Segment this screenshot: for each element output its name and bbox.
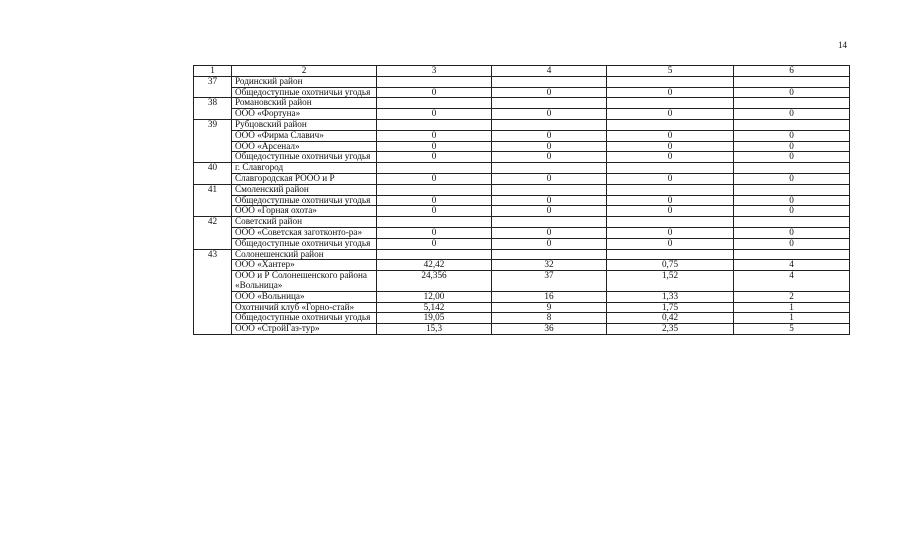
value-cell: 0 bbox=[607, 109, 734, 120]
value-cell: 0,75 bbox=[607, 260, 734, 271]
value-cell: 32 bbox=[492, 260, 607, 271]
value-cell: 0 bbox=[734, 206, 850, 217]
empty-cell bbox=[377, 249, 492, 260]
value-cell: 4 bbox=[734, 260, 850, 271]
value-cell: 0 bbox=[734, 109, 850, 120]
organization-name: ООО «СтройГаз-тур» bbox=[232, 324, 377, 335]
value-cell: 0 bbox=[607, 195, 734, 206]
district-name: Рубцовский район bbox=[232, 119, 377, 130]
column-header: 4 bbox=[492, 66, 607, 77]
value-cell: 0 bbox=[607, 130, 734, 141]
district-row bbox=[194, 163, 850, 174]
value-cell: 19,05 bbox=[377, 313, 492, 324]
table-header-row bbox=[194, 66, 850, 77]
table-row bbox=[194, 141, 850, 152]
value-cell: 0 bbox=[492, 227, 607, 238]
value-cell: 42,42 bbox=[377, 260, 492, 271]
empty-cell bbox=[377, 217, 492, 228]
value-cell: 0 bbox=[607, 173, 734, 184]
value-cell: 0 bbox=[734, 227, 850, 238]
value-cell: 0 bbox=[607, 152, 734, 163]
table-row bbox=[194, 260, 850, 271]
value-cell: 12,00 bbox=[377, 291, 492, 302]
value-cell: 0 bbox=[734, 87, 850, 98]
column-header: 3 bbox=[377, 66, 492, 77]
value-cell: 0 bbox=[377, 206, 492, 217]
empty-cell bbox=[607, 98, 734, 109]
table-row bbox=[194, 238, 850, 249]
table-row bbox=[194, 87, 850, 98]
column-header: 6 bbox=[734, 66, 850, 77]
value-cell: 1 bbox=[734, 302, 850, 313]
empty-cell bbox=[377, 184, 492, 195]
value-cell: 0 bbox=[492, 195, 607, 206]
empty-cell bbox=[734, 76, 850, 87]
organization-name: ООО «Горная охота» bbox=[232, 206, 377, 217]
table-row bbox=[194, 302, 850, 313]
district-row bbox=[194, 184, 850, 195]
row-number: 39 bbox=[194, 119, 232, 162]
district-name: Романовский район bbox=[232, 98, 377, 109]
value-cell: 0 bbox=[734, 195, 850, 206]
value-cell: 8 bbox=[492, 313, 607, 324]
empty-cell bbox=[492, 249, 607, 260]
value-cell: 0 bbox=[377, 227, 492, 238]
empty-cell bbox=[734, 163, 850, 174]
district-name: Смоленский район bbox=[232, 184, 377, 195]
column-header: 2 bbox=[232, 66, 377, 77]
district-name: Солонешенский район bbox=[232, 249, 377, 260]
table-body bbox=[194, 66, 850, 335]
value-cell: 0 bbox=[377, 109, 492, 120]
empty-cell bbox=[607, 76, 734, 87]
value-cell: 0 bbox=[492, 206, 607, 217]
value-cell: 5,142 bbox=[377, 302, 492, 313]
value-cell: 0 bbox=[377, 141, 492, 152]
district-row bbox=[194, 217, 850, 228]
organization-name: Общедоступные охотничьи угодья bbox=[232, 87, 377, 98]
table-row bbox=[194, 109, 850, 120]
row-number: 41 bbox=[194, 184, 232, 216]
value-cell: 0 bbox=[607, 141, 734, 152]
value-cell: 1,52 bbox=[607, 271, 734, 292]
organization-name: ООО «Арсенал» bbox=[232, 141, 377, 152]
organization-name: ООО «Фирма Славич» bbox=[232, 130, 377, 141]
district-name: г. Славгород bbox=[232, 163, 377, 174]
value-cell: 0 bbox=[607, 206, 734, 217]
row-number: 43 bbox=[194, 249, 232, 334]
value-cell: 0 bbox=[377, 195, 492, 206]
organization-name: Славгородская РООО и Р bbox=[232, 173, 377, 184]
table-row bbox=[194, 152, 850, 163]
district-name: Родинский район bbox=[232, 76, 377, 87]
value-cell: 0 bbox=[492, 109, 607, 120]
column-header: 5 bbox=[607, 66, 734, 77]
value-cell: 0 bbox=[734, 141, 850, 152]
empty-cell bbox=[492, 119, 607, 130]
organization-name: Общедоступные охотничьи угодья bbox=[232, 152, 377, 163]
table-row bbox=[194, 195, 850, 206]
row-number: 40 bbox=[194, 163, 232, 185]
value-cell: 9 bbox=[492, 302, 607, 313]
empty-cell bbox=[492, 76, 607, 87]
district-row bbox=[194, 76, 850, 87]
page-number: 14 bbox=[838, 40, 847, 50]
empty-cell bbox=[607, 249, 734, 260]
table-row bbox=[194, 173, 850, 184]
value-cell: 16 bbox=[492, 291, 607, 302]
empty-cell bbox=[492, 184, 607, 195]
value-cell: 1,75 bbox=[607, 302, 734, 313]
value-cell: 4 bbox=[734, 271, 850, 292]
organization-name: Охотничий клуб «Горно-стай» bbox=[232, 302, 377, 313]
value-cell: 0 bbox=[492, 130, 607, 141]
value-cell: 36 bbox=[492, 324, 607, 335]
empty-cell bbox=[607, 217, 734, 228]
district-row bbox=[194, 98, 850, 109]
table-row bbox=[194, 206, 850, 217]
value-cell: 0 bbox=[492, 238, 607, 249]
empty-cell bbox=[377, 163, 492, 174]
value-cell: 0 bbox=[377, 238, 492, 249]
value-cell: 5 bbox=[734, 324, 850, 335]
value-cell: 0 bbox=[492, 173, 607, 184]
empty-cell bbox=[734, 249, 850, 260]
organization-name: ООО «Вольница» bbox=[232, 291, 377, 302]
organization-name: Общедоступные охотничьи угодья bbox=[232, 195, 377, 206]
table-row bbox=[194, 324, 850, 335]
value-cell: 0 bbox=[492, 87, 607, 98]
organization-name: Общедоступные охотничьи угодья bbox=[232, 238, 377, 249]
value-cell: 0 bbox=[607, 238, 734, 249]
empty-cell bbox=[734, 217, 850, 228]
empty-cell bbox=[734, 184, 850, 195]
table-row bbox=[194, 291, 850, 302]
column-header: 1 bbox=[194, 66, 232, 77]
value-cell: 1 bbox=[734, 313, 850, 324]
empty-cell bbox=[377, 76, 492, 87]
table-row bbox=[194, 130, 850, 141]
table-row bbox=[194, 227, 850, 238]
value-cell: 0 bbox=[377, 130, 492, 141]
hunting-grounds-table bbox=[193, 65, 850, 335]
organization-name: ООО и Р Солонешенского района «Вольница» bbox=[232, 271, 377, 292]
table-row bbox=[194, 313, 850, 324]
empty-cell bbox=[377, 98, 492, 109]
organization-name: ООО «Хантер» bbox=[232, 260, 377, 271]
value-cell: 2 bbox=[734, 291, 850, 302]
value-cell: 0,42 bbox=[607, 313, 734, 324]
empty-cell bbox=[734, 98, 850, 109]
value-cell: 0 bbox=[734, 130, 850, 141]
empty-cell bbox=[734, 119, 850, 130]
value-cell: 24,356 bbox=[377, 271, 492, 292]
organization-name: Общедоступные охотничьи угодья bbox=[232, 313, 377, 324]
value-cell: 0 bbox=[377, 173, 492, 184]
row-number: 42 bbox=[194, 217, 232, 249]
value-cell: 0 bbox=[734, 173, 850, 184]
empty-cell bbox=[607, 184, 734, 195]
district-row bbox=[194, 119, 850, 130]
value-cell: 1,33 bbox=[607, 291, 734, 302]
value-cell: 0 bbox=[377, 87, 492, 98]
table-row bbox=[194, 271, 850, 292]
value-cell: 0 bbox=[607, 87, 734, 98]
empty-cell bbox=[492, 98, 607, 109]
organization-name: ООО «Советская заготконто-ра» bbox=[232, 227, 377, 238]
value-cell: 0 bbox=[492, 152, 607, 163]
value-cell: 15,3 bbox=[377, 324, 492, 335]
empty-cell bbox=[492, 217, 607, 228]
value-cell: 0 bbox=[734, 152, 850, 163]
value-cell: 2,35 bbox=[607, 324, 734, 335]
value-cell: 0 bbox=[607, 227, 734, 238]
empty-cell bbox=[607, 163, 734, 174]
empty-cell bbox=[607, 119, 734, 130]
value-cell: 37 bbox=[492, 271, 607, 292]
value-cell: 0 bbox=[734, 238, 850, 249]
empty-cell bbox=[492, 163, 607, 174]
value-cell: 0 bbox=[377, 152, 492, 163]
district-name: Советский район bbox=[232, 217, 377, 228]
organization-name: ООО «Фортуна» bbox=[232, 109, 377, 120]
row-number: 38 bbox=[194, 98, 232, 120]
empty-cell bbox=[377, 119, 492, 130]
district-row bbox=[194, 249, 850, 260]
row-number: 37 bbox=[194, 76, 232, 98]
value-cell: 0 bbox=[492, 141, 607, 152]
